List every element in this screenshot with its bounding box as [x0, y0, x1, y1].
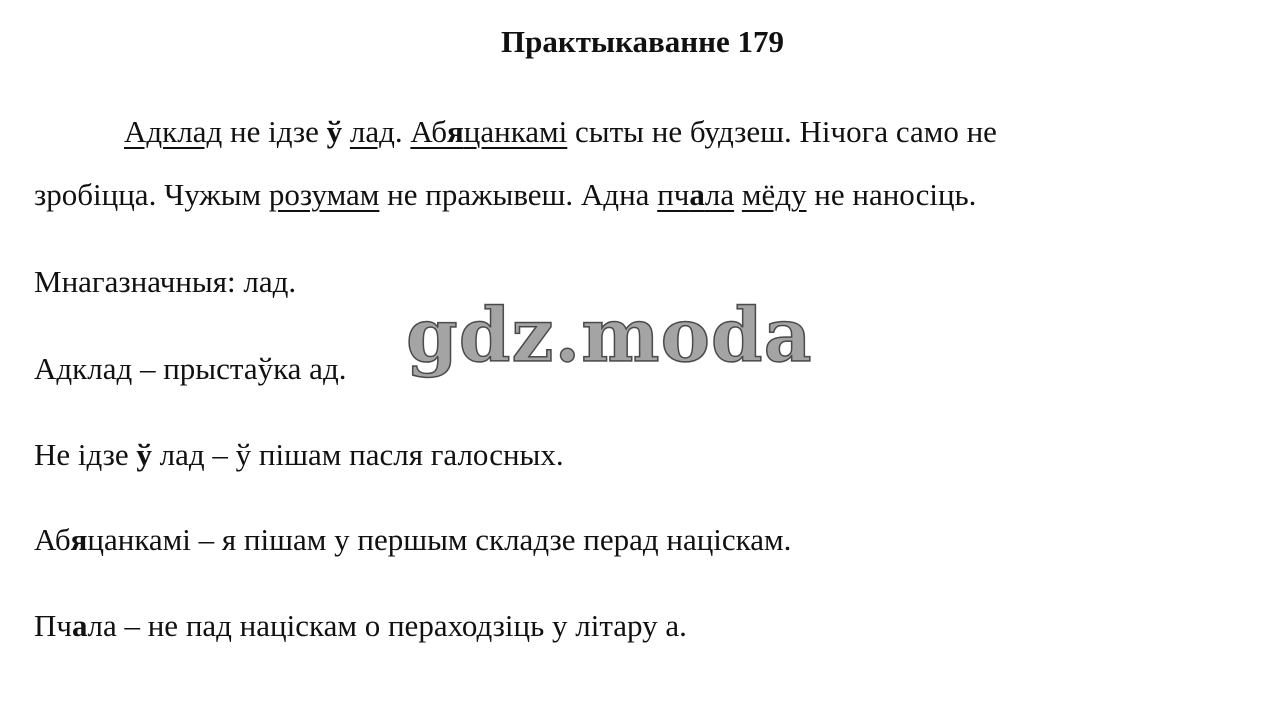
proverb-line-2 [34, 175, 1254, 215]
text-segment: не пражывеш. Адна [379, 177, 658, 212]
text-segment: Аб [34, 522, 71, 557]
text-segment: . [394, 114, 411, 149]
bold-letter-a: а [689, 177, 705, 212]
text-segment: ла – не пад націскам о пераходзіць у літару а. [87, 608, 687, 643]
exercise-title: Практыкаванне 179 [500, 24, 784, 59]
explanation-adklad: Адклад – прыстаўка ад. [34, 351, 347, 386]
text-segment: сыты не будзеш. Нічога само не [567, 114, 997, 149]
underlined-word-lad: лад [349, 114, 395, 149]
explanation-abiatsankami [34, 520, 1254, 560]
text-segment: не ідзе [222, 114, 327, 149]
text-segment: зробіцца. Чужым [34, 177, 269, 212]
text-segment: цанкамі – я пішам у першым складзе перад націскам. [87, 522, 792, 557]
word-part: пч [657, 177, 690, 212]
explanation-pchala [34, 606, 1254, 646]
explanation-u [34, 435, 1254, 475]
bold-letter-u: ў [326, 114, 343, 149]
text-segment [342, 114, 350, 149]
underlined-word-miodu: мёду [741, 177, 807, 212]
underlined-word-pchala [657, 177, 734, 212]
watermark-logo: gdz.moda [406, 293, 813, 379]
text-segment [734, 177, 742, 212]
bold-letter-ya: я [70, 522, 88, 557]
text-segment: не наносіць. [806, 177, 977, 212]
word-part: ла [704, 177, 735, 212]
bold-letter-a: а [71, 608, 88, 643]
underlined-word-abiatsankami [410, 114, 567, 149]
word-part: цанкамі [463, 114, 568, 149]
word-part: Аб [410, 114, 447, 149]
underlined-word-rozumam: розумам [268, 177, 380, 212]
bold-letter-ya: я [446, 114, 464, 149]
polysemous-line: Мнагазначныя: лад. [34, 264, 297, 299]
underlined-word-adklad: Адклад [124, 114, 223, 149]
text-segment: Не ідзе [34, 437, 137, 472]
text-segment: Пч [34, 608, 72, 643]
proverb-line-1 [124, 112, 1285, 152]
bold-letter-u: ў [136, 437, 152, 472]
text-segment: лад – ў пішам пасля галосных. [151, 437, 564, 472]
